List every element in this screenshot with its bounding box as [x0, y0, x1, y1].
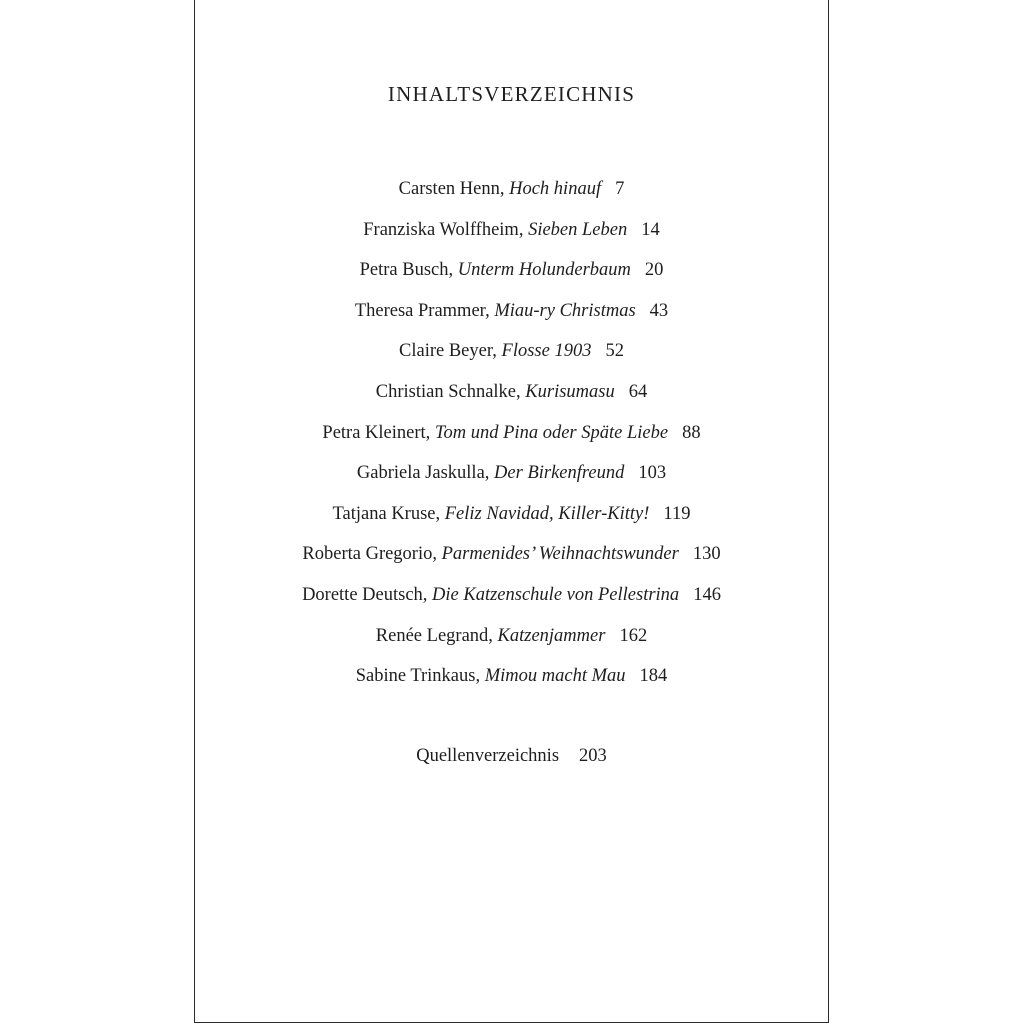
toc-work-title: Die Katzenschule von Pellestrina [432, 584, 680, 605]
toc-entry [195, 296, 828, 337]
toc-separator: , [499, 179, 510, 199]
toc-separator: , [484, 463, 495, 484]
toc-work-title: Tom und Pina oder Späte Liebe [434, 422, 669, 443]
toc-author: Sabine Trinkaus [355, 666, 476, 687]
toc-entry [195, 661, 828, 702]
toc-entry [195, 255, 828, 296]
toc-page-number: 88 [682, 422, 701, 443]
toc-entry [195, 215, 828, 256]
toc-work-title: Hoch hinauf [509, 179, 602, 199]
toc-author: Carsten Henn [398, 179, 500, 199]
toc-separator: , [485, 300, 495, 321]
toc-work-title: Kurisumasu [525, 381, 615, 402]
toc-author: Tatjana Kruse [332, 503, 436, 524]
toc-entry [195, 377, 828, 418]
sources-page-number: 203 [579, 746, 607, 766]
toc-author: Renée Legrand [375, 625, 489, 646]
sources-label: Quellenverzeichnis [416, 746, 560, 766]
toc-separator: , [422, 584, 433, 605]
book-page [194, 0, 829, 1023]
toc-work-title: Feliz Navidad, Killer-Kitty! [444, 503, 650, 524]
sources-entry [195, 741, 828, 771]
toc-page-number: 64 [628, 381, 648, 402]
toc-work-title: Parmenides’ Weihnachtswunder [441, 544, 679, 565]
toc-work-title: Der Birkenfreund [494, 463, 625, 484]
toc-separator: , [432, 544, 442, 565]
toc-page-number: 146 [693, 584, 721, 605]
toc-page-number: 130 [692, 544, 721, 565]
toc-entry [195, 539, 828, 580]
toc-author: Franziska Wolffheim [363, 219, 519, 240]
toc-page-number: 43 [649, 300, 669, 321]
toc-page-number: 52 [605, 341, 624, 362]
toc-author: Gabriela Jaskulla [356, 463, 485, 484]
toc-page-number: 14 [641, 219, 660, 240]
toc-author: Dorette Deutsch [302, 584, 423, 605]
toc-work-title: Miau-ry Christmas [494, 300, 636, 321]
toc-author: Roberta Gregorio [302, 544, 433, 565]
toc-entry [195, 458, 828, 499]
toc-separator: , [492, 341, 502, 362]
toc-entry [195, 174, 828, 215]
toc-entry [195, 580, 828, 621]
toc-separator: , [448, 260, 458, 281]
toc-separator: , [435, 503, 445, 524]
page-title: INHALTSVERZEICHNIS [387, 82, 636, 106]
toc-work-title: Unterm Holunderbaum [457, 260, 631, 281]
toc-author: Christian Schnalke [375, 381, 517, 402]
toc-author: Petra Kleinert [322, 422, 426, 443]
toc-page-number: 162 [619, 625, 648, 646]
toc-author: Petra Busch [359, 260, 449, 281]
toc-entry [195, 621, 828, 662]
toc-separator: , [518, 219, 529, 240]
toc-page-number: 103 [638, 463, 667, 484]
toc-work-title: Mimou macht Mau [484, 666, 626, 687]
toc-page-number: 119 [663, 503, 691, 524]
toc-work-title: Sieben Leben [528, 219, 628, 240]
toc-work-title: Flosse 1903 [501, 341, 592, 362]
toc-work-title: Katzenjammer [497, 625, 606, 646]
toc-separator: , [475, 666, 485, 687]
toc-author: Claire Beyer [399, 341, 493, 362]
toc-page-number: 7 [615, 179, 625, 199]
toc-page-number: 184 [639, 666, 668, 687]
toc-page-number: 20 [644, 260, 664, 281]
toc-author: Theresa Prammer [354, 300, 486, 321]
toc-entry [195, 336, 828, 377]
toc-entry [195, 418, 828, 459]
table-of-contents [195, 174, 828, 702]
toc-separator: , [425, 422, 435, 443]
toc-separator: , [488, 625, 498, 646]
toc-entry [195, 499, 828, 540]
toc-separator: , [516, 381, 526, 402]
